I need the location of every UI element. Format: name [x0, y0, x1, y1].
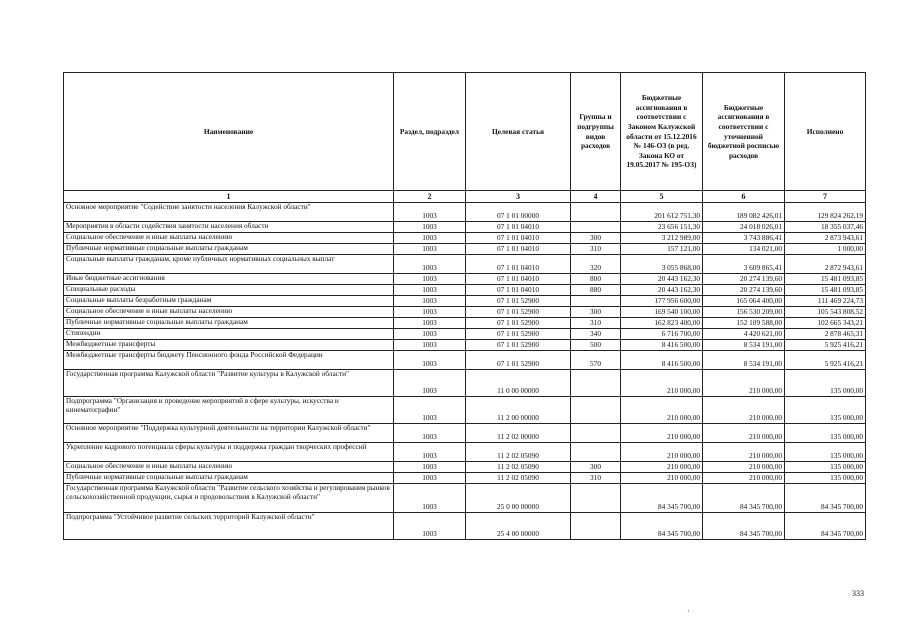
cell-budget-law: 23 656 151,30 — [621, 222, 703, 233]
cell-executed: 18 355 037,46 — [785, 222, 866, 233]
cell-expense-group — [571, 397, 621, 424]
cell-target-article: 11 2 00 00000 — [466, 397, 571, 424]
cell-budget-law: 6 716 700,00 — [621, 329, 703, 340]
cell-budget-law: 84 345 700,00 — [621, 513, 703, 540]
cell-expense-group: 310 — [571, 318, 621, 329]
cell-expense-group: 300 — [571, 307, 621, 318]
cell-executed: 15 481 093,85 — [785, 274, 866, 285]
cell-name: Иные бюджетные ассигнования — [64, 274, 394, 285]
cell-budget-law: 8 416 500,00 — [621, 351, 703, 370]
cell-expense-group — [571, 222, 621, 233]
cell-budget-law: 210 000,00 — [621, 424, 703, 443]
table-row — [64, 274, 866, 285]
cell-name: Основное мероприятие "Поддержка культурной деятельности на территории Калужской области" — [64, 424, 394, 443]
cell-budget-refined: 20 274 139,60 — [703, 274, 785, 285]
cell-section: 1003 — [394, 222, 466, 233]
column-number: 4 — [571, 191, 621, 203]
cell-executed: 84 345 700,00 — [785, 513, 866, 540]
cell-budget-law: 210 000,00 — [621, 462, 703, 473]
cell-section: 1003 — [394, 513, 466, 540]
header-executed: Исполнено — [785, 73, 866, 191]
cell-section: 1003 — [394, 351, 466, 370]
cell-expense-group — [571, 443, 621, 462]
cell-target-article: 07 1 01 04010 — [466, 255, 571, 274]
page-number: 333 — [852, 589, 864, 598]
column-number-row — [64, 191, 866, 203]
column-number: 2 — [394, 191, 466, 203]
column-number: 7 — [785, 191, 866, 203]
scan-mark: · — [687, 607, 690, 616]
cell-name: Межбюджетные трансферты бюджету Пенсионного фонда Российской Федерации — [64, 351, 394, 370]
cell-target-article: 07 1 01 52900 — [466, 296, 571, 307]
cell-name: Государственная программа Калужской области "Развитие культуры в Калужской области" — [64, 370, 394, 397]
cell-budget-refined: 210 000,00 — [703, 443, 785, 462]
table-row — [64, 296, 866, 307]
table-row — [64, 329, 866, 340]
cell-executed: 102 665 343,21 — [785, 318, 866, 329]
cell-section: 1003 — [394, 462, 466, 473]
cell-budget-refined: 210 000,00 — [703, 462, 785, 473]
cell-section: 1003 — [394, 307, 466, 318]
cell-budget-law: 201 612 751,30 — [621, 203, 703, 222]
table-row — [64, 222, 866, 233]
budget-table — [63, 72, 866, 540]
cell-budget-law: 20 443 162,30 — [621, 285, 703, 296]
cell-expense-group — [571, 484, 621, 513]
cell-budget-law: 8 416 500,00 — [621, 340, 703, 351]
cell-name: Государственная программа Калужской области "Развитие сельского хозяйства и регулирования рынков сельскохозяйственной продукции, сырья и продовольствия в Калужской области" — [64, 484, 394, 513]
cell-section: 1003 — [394, 484, 466, 513]
cell-executed: 2 872 943,61 — [785, 255, 866, 274]
cell-expense-group — [571, 513, 621, 540]
cell-budget-refined: 156 530 209,00 — [703, 307, 785, 318]
cell-expense-group — [571, 424, 621, 443]
cell-section: 1003 — [394, 274, 466, 285]
cell-executed: 5 925 416,21 — [785, 351, 866, 370]
cell-budget-refined: 84 345 700,00 — [703, 484, 785, 513]
cell-target-article: 11 0 00 00000 — [466, 370, 571, 397]
table-row — [64, 370, 866, 397]
cell-section: 1003 — [394, 370, 466, 397]
cell-budget-refined: 210 000,00 — [703, 370, 785, 397]
cell-target-article: 07 1 01 52900 — [466, 329, 571, 340]
cell-section: 1003 — [394, 318, 466, 329]
cell-target-article: 07 1 01 04010 — [466, 222, 571, 233]
cell-target-article: 25 0 00 00000 — [466, 484, 571, 513]
column-number: 3 — [466, 191, 571, 203]
cell-name: Основное мероприятие "Содействие занятости населения Калужской области" — [64, 203, 394, 222]
cell-budget-law: 210 000,00 — [621, 443, 703, 462]
table-row — [64, 233, 866, 244]
cell-name: Специальные расходы — [64, 285, 394, 296]
cell-target-article: 07 1 01 04010 — [466, 233, 571, 244]
cell-budget-refined: 4 420 621,00 — [703, 329, 785, 340]
cell-target-article: 07 1 01 52900 — [466, 340, 571, 351]
cell-section: 1003 — [394, 296, 466, 307]
table-row — [64, 513, 866, 540]
table-row — [64, 473, 866, 484]
cell-name: Подпрограмма "Организация и проведение мероприятий в сфере культуры, искусства и кинематографии" — [64, 397, 394, 424]
cell-target-article: 07 1 01 52900 — [466, 351, 571, 370]
cell-expense-group: 880 — [571, 285, 621, 296]
cell-budget-law: 162 823 400,00 — [621, 318, 703, 329]
cell-section: 1003 — [394, 255, 466, 274]
cell-budget-refined: 210 000,00 — [703, 424, 785, 443]
cell-executed: 135 000,00 — [785, 397, 866, 424]
table-body — [64, 203, 866, 540]
cell-executed: 135 000,00 — [785, 443, 866, 462]
cell-name: Социальные выплаты гражданам, кроме публичных нормативных социальных выплат — [64, 255, 394, 274]
cell-executed: 1 000,00 — [785, 244, 866, 255]
cell-budget-law: 3 055 868,00 — [621, 255, 703, 274]
cell-section: 1003 — [394, 203, 466, 222]
cell-expense-group: 300 — [571, 233, 621, 244]
cell-section: 1003 — [394, 285, 466, 296]
cell-executed: 2 878 465,31 — [785, 329, 866, 340]
cell-budget-refined: 3 609 865,41 — [703, 255, 785, 274]
table-row — [64, 203, 866, 222]
cell-name: Публичные нормативные социальные выплаты гражданам — [64, 318, 394, 329]
cell-name: Публичные нормативные социальные выплаты гражданам — [64, 244, 394, 255]
cell-executed: 135 000,00 — [785, 370, 866, 397]
table-row — [64, 244, 866, 255]
cell-target-article: 07 1 01 04010 — [466, 285, 571, 296]
cell-name: Укрепление кадрового потенциала сферы культуры и поддержка граждан творческих профессий — [64, 443, 394, 462]
cell-name: Стипендии — [64, 329, 394, 340]
cell-target-article: 11 2 02 00000 — [466, 424, 571, 443]
cell-target-article: 11 2 02 05090 — [466, 473, 571, 484]
cell-executed: 135 000,00 — [785, 473, 866, 484]
cell-target-article: 11 2 02 05090 — [466, 443, 571, 462]
cell-target-article: 11 2 02 05090 — [466, 462, 571, 473]
cell-expense-group — [571, 296, 621, 307]
header-budget-law: Бюджетные ассигнования в соответствии с Законом Калужской области от 15.12.2016 № 146-ОЗ (в ред. Закона КО от 19.05.2017 № 195-ОЗ) — [621, 73, 703, 191]
table-row — [64, 443, 866, 462]
table-row — [64, 318, 866, 329]
cell-budget-refined: 152 109 588,00 — [703, 318, 785, 329]
cell-budget-law: 3 212 989,00 — [621, 233, 703, 244]
cell-budget-law: 84 345 700,00 — [621, 484, 703, 513]
header-budget-refined: Бюджетные ассигнования в соответствии с уточненной бюджетной росписью расходов — [703, 73, 785, 191]
cell-target-article: 07 1 01 04010 — [466, 244, 571, 255]
cell-name: Социальные выплаты безработным гражданам — [64, 296, 394, 307]
cell-name: Публичные нормативные социальные выплаты гражданам — [64, 473, 394, 484]
cell-executed: 111 469 224,73 — [785, 296, 866, 307]
cell-budget-refined: 8 534 191,00 — [703, 340, 785, 351]
column-number: 6 — [703, 191, 785, 203]
cell-budget-refined: 84 345 700,00 — [703, 513, 785, 540]
cell-expense-group: 320 — [571, 255, 621, 274]
cell-section: 1003 — [394, 397, 466, 424]
table-row — [64, 307, 866, 318]
cell-executed: 5 925 416,21 — [785, 340, 866, 351]
cell-budget-refined: 8 534 191,00 — [703, 351, 785, 370]
header-target-article: Целевая статья — [466, 73, 571, 191]
cell-name: Подпрограмма "Устойчивое развитие сельских территорий Калужской области" — [64, 513, 394, 540]
cell-expense-group: 300 — [571, 462, 621, 473]
cell-section: 1003 — [394, 340, 466, 351]
cell-section: 1003 — [394, 233, 466, 244]
cell-budget-law: 210 000,00 — [621, 473, 703, 484]
cell-target-article: 25 4 00 00000 — [466, 513, 571, 540]
cell-expense-group — [571, 203, 621, 222]
cell-budget-law: 210 000,00 — [621, 370, 703, 397]
cell-budget-law: 210 000,00 — [621, 397, 703, 424]
cell-budget-law: 20 443 162,30 — [621, 274, 703, 285]
cell-executed: 135 000,00 — [785, 424, 866, 443]
cell-expense-group: 340 — [571, 329, 621, 340]
cell-executed: 129 824 262,19 — [785, 203, 866, 222]
cell-expense-group — [571, 370, 621, 397]
cell-budget-refined: 165 064 400,00 — [703, 296, 785, 307]
column-number: 5 — [621, 191, 703, 203]
cell-target-article: 07 1 01 52900 — [466, 307, 571, 318]
cell-expense-group: 310 — [571, 473, 621, 484]
cell-budget-refined: 189 082 426,01 — [703, 203, 785, 222]
cell-target-article: 07 1 01 52900 — [466, 318, 571, 329]
table-row — [64, 424, 866, 443]
cell-executed: 135 000,00 — [785, 462, 866, 473]
cell-budget-law: 169 540 100,00 — [621, 307, 703, 318]
cell-section: 1003 — [394, 473, 466, 484]
table-row — [64, 340, 866, 351]
table-row — [64, 351, 866, 370]
cell-expense-group: 800 — [571, 274, 621, 285]
cell-executed: 2 873 943,61 — [785, 233, 866, 244]
cell-section: 1003 — [394, 244, 466, 255]
cell-budget-refined: 3 743 886,41 — [703, 233, 785, 244]
cell-target-article: 07 1 01 00000 — [466, 203, 571, 222]
cell-budget-refined: 20 274 139,60 — [703, 285, 785, 296]
column-number: 1 — [64, 191, 394, 203]
cell-name: Социальное обеспечение и иные выплаты населению — [64, 462, 394, 473]
cell-name: Мероприятия в области содействия занятости населения области — [64, 222, 394, 233]
table-row — [64, 285, 866, 296]
header-expense-group: Группы и подгруппы видов расходов — [571, 73, 621, 191]
cell-budget-law: 177 956 600,00 — [621, 296, 703, 307]
cell-budget-refined: 134 021,00 — [703, 244, 785, 255]
header-section: Раздел, подраздел — [394, 73, 466, 191]
table-row — [64, 397, 866, 424]
cell-executed: 15 481 093,85 — [785, 285, 866, 296]
cell-budget-refined: 24 018 026,01 — [703, 222, 785, 233]
cell-executed: 84 345 700,00 — [785, 484, 866, 513]
cell-executed: 105 543 808,52 — [785, 307, 866, 318]
cell-name: Социальное обеспечение и иные выплаты населению — [64, 233, 394, 244]
table-row — [64, 484, 866, 513]
header-name: Наименование — [64, 73, 394, 191]
cell-expense-group: 570 — [571, 351, 621, 370]
cell-name: Межбюджетные трансферты — [64, 340, 394, 351]
cell-expense-group: 500 — [571, 340, 621, 351]
cell-name: Социальное обеспечение и иные выплаты населению — [64, 307, 394, 318]
cell-budget-law: 157 121,00 — [621, 244, 703, 255]
table-row — [64, 255, 866, 274]
cell-budget-refined: 210 000,00 — [703, 473, 785, 484]
cell-target-article: 07 1 01 04010 — [466, 274, 571, 285]
header-row — [64, 73, 866, 191]
cell-section: 1003 — [394, 443, 466, 462]
table-row — [64, 462, 866, 473]
cell-budget-refined: 210 000,00 — [703, 397, 785, 424]
cell-section: 1003 — [394, 424, 466, 443]
cell-expense-group: 310 — [571, 244, 621, 255]
cell-section: 1003 — [394, 329, 466, 340]
